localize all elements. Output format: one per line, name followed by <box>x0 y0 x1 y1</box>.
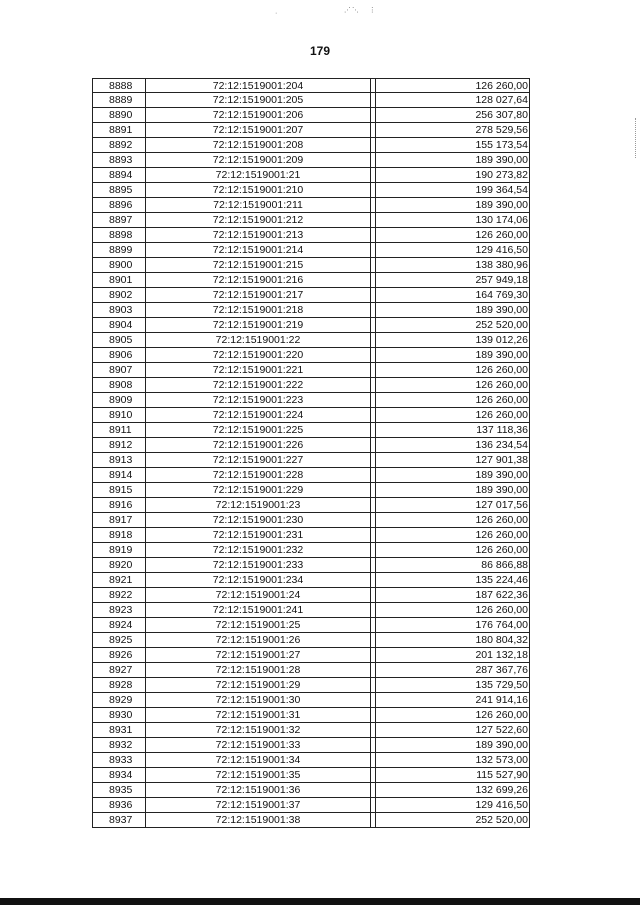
table-row <box>92 588 530 603</box>
table-row <box>92 303 530 318</box>
table-row <box>92 438 530 453</box>
cadastral-number: 72:12:1519001:32 <box>146 723 371 737</box>
row-number: 8892 <box>92 138 146 152</box>
table-row <box>92 708 530 723</box>
table-row <box>92 558 530 573</box>
row-number: 8916 <box>92 498 146 512</box>
cost-value: 278 529,56 <box>375 123 530 137</box>
cost-value: 126 260,00 <box>375 228 530 242</box>
row-number: 8896 <box>92 198 146 212</box>
table-row <box>92 393 530 408</box>
cadastral-number: 72:12:1519001:209 <box>146 153 371 167</box>
table-row <box>92 768 530 783</box>
cadastral-number: 72:12:1519001:37 <box>146 798 371 812</box>
row-number: 8933 <box>92 753 146 767</box>
table-row <box>92 93 530 108</box>
row-number: 8915 <box>92 483 146 497</box>
cadastral-number: 72:12:1519001:205 <box>146 93 371 107</box>
cost-value: 252 520,00 <box>375 813 530 827</box>
cost-value: 137 118,36 <box>375 423 530 437</box>
cost-value: 128 027,64 <box>375 93 530 107</box>
table-row <box>92 813 530 828</box>
cost-value: 241 914,16 <box>375 693 530 707</box>
row-number: 8898 <box>92 228 146 242</box>
cost-value: 139 012,26 <box>375 333 530 347</box>
cadastral-number: 72:12:1519001:215 <box>146 258 371 272</box>
row-number: 8926 <box>92 648 146 662</box>
row-number: 8927 <box>92 663 146 677</box>
cost-value: 189 390,00 <box>375 738 530 752</box>
cadastral-number: 72:12:1519001:220 <box>146 348 371 362</box>
table-row <box>92 573 530 588</box>
row-number: 8893 <box>92 153 146 167</box>
table-row <box>92 348 530 363</box>
cadastral-number: 72:12:1519001:212 <box>146 213 371 227</box>
table-row <box>92 483 530 498</box>
row-number: 8936 <box>92 798 146 812</box>
cost-value: 135 729,50 <box>375 678 530 692</box>
table-row <box>92 168 530 183</box>
row-number: 8935 <box>92 783 146 797</box>
cost-value: 257 949,18 <box>375 273 530 287</box>
row-number: 8899 <box>92 243 146 257</box>
cadastral-number: 72:12:1519001:31 <box>146 708 371 722</box>
table-row <box>92 528 530 543</box>
row-number: 8930 <box>92 708 146 722</box>
row-number: 8928 <box>92 678 146 692</box>
cadastral-number: 72:12:1519001:26 <box>146 633 371 647</box>
row-number: 8913 <box>92 453 146 467</box>
cadastral-number: 72:12:1519001:231 <box>146 528 371 542</box>
cost-value: 287 367,76 <box>375 663 530 677</box>
row-number: 8929 <box>92 693 146 707</box>
table-row <box>92 663 530 678</box>
data-table <box>92 78 530 828</box>
cadastral-number: 72:12:1519001:27 <box>146 648 371 662</box>
cadastral-number: 72:12:1519001:225 <box>146 423 371 437</box>
table-row <box>92 153 530 168</box>
row-number: 8891 <box>92 123 146 137</box>
row-number: 8914 <box>92 468 146 482</box>
table-row <box>92 453 530 468</box>
cost-value: 130 174,06 <box>375 213 530 227</box>
table-row <box>92 618 530 633</box>
cost-value: 189 390,00 <box>375 303 530 317</box>
table-row <box>92 273 530 288</box>
cadastral-number: 72:12:1519001:228 <box>146 468 371 482</box>
cadastral-number: 72:12:1519001:230 <box>146 513 371 527</box>
table-row <box>92 738 530 753</box>
cost-value: 190 273,82 <box>375 168 530 182</box>
cadastral-number: 72:12:1519001:208 <box>146 138 371 152</box>
table-row <box>92 138 530 153</box>
table-row <box>92 783 530 798</box>
row-number: 8903 <box>92 303 146 317</box>
cost-value: 126 260,00 <box>375 708 530 722</box>
row-number: 8900 <box>92 258 146 272</box>
cadastral-number: 72:12:1519001:217 <box>146 288 371 302</box>
table-row <box>92 513 530 528</box>
row-number: 8922 <box>92 588 146 602</box>
cost-value: 199 364,54 <box>375 183 530 197</box>
table-row <box>92 123 530 138</box>
table-row <box>92 78 530 93</box>
row-number: 8918 <box>92 528 146 542</box>
cost-value: 126 260,00 <box>375 408 530 422</box>
table-row <box>92 633 530 648</box>
table-row <box>92 363 530 378</box>
cadastral-number: 72:12:1519001:25 <box>146 618 371 632</box>
cadastral-number: 72:12:1519001:233 <box>146 558 371 572</box>
cost-value: 176 764,00 <box>375 618 530 632</box>
row-number: 8908 <box>92 378 146 392</box>
table-row <box>92 498 530 513</box>
table-row <box>92 318 530 333</box>
cadastral-number: 72:12:1519001:223 <box>146 393 371 407</box>
cost-value: 135 224,46 <box>375 573 530 587</box>
cadastral-number: 72:12:1519001:29 <box>146 678 371 692</box>
row-number: 8909 <box>92 393 146 407</box>
cost-value: 126 260,00 <box>375 543 530 557</box>
table-row <box>92 198 530 213</box>
row-number: 8932 <box>92 738 146 752</box>
cost-value: 126 260,00 <box>375 378 530 392</box>
cadastral-number: 72:12:1519001:222 <box>146 378 371 392</box>
cadastral-number: 72:12:1519001:214 <box>146 243 371 257</box>
cadastral-number: 72:12:1519001:221 <box>146 363 371 377</box>
cadastral-number: 72:12:1519001:204 <box>146 79 371 92</box>
cadastral-number: 72:12:1519001:21 <box>146 168 371 182</box>
cost-value: 126 260,00 <box>375 528 530 542</box>
scan-bottom-edge <box>0 898 640 905</box>
cadastral-number: 72:12:1519001:232 <box>146 543 371 557</box>
cadastral-number: 72:12:1519001:211 <box>146 198 371 212</box>
cadastral-number: 72:12:1519001:219 <box>146 318 371 332</box>
cost-value: 129 416,50 <box>375 243 530 257</box>
cost-value: 126 260,00 <box>375 603 530 617</box>
row-number: 8901 <box>92 273 146 287</box>
table-row <box>92 468 530 483</box>
row-number: 8925 <box>92 633 146 647</box>
cadastral-number: 72:12:1519001:23 <box>146 498 371 512</box>
table-row <box>92 258 530 273</box>
row-number: 8889 <box>92 93 146 107</box>
cadastral-number: 72:12:1519001:218 <box>146 303 371 317</box>
cost-value: 187 622,36 <box>375 588 530 602</box>
cost-value: 180 804,32 <box>375 633 530 647</box>
cost-value: 252 520,00 <box>375 318 530 332</box>
table-row <box>92 228 530 243</box>
cadastral-number: 72:12:1519001:34 <box>146 753 371 767</box>
cadastral-number: 72:12:1519001:24 <box>146 588 371 602</box>
table-row <box>92 603 530 618</box>
table-row <box>92 693 530 708</box>
cost-value: 201 132,18 <box>375 648 530 662</box>
cadastral-number: 72:12:1519001:227 <box>146 453 371 467</box>
cadastral-number: 72:12:1519001:213 <box>146 228 371 242</box>
row-number: 8904 <box>92 318 146 332</box>
table-row <box>92 408 530 423</box>
cost-value: 129 416,50 <box>375 798 530 812</box>
row-number: 8934 <box>92 768 146 782</box>
table-row <box>92 678 530 693</box>
row-number: 8905 <box>92 333 146 347</box>
table-row <box>92 648 530 663</box>
cost-value: 126 260,00 <box>375 513 530 527</box>
row-number: 8906 <box>92 348 146 362</box>
cost-value: 256 307,80 <box>375 108 530 122</box>
cost-value: 86 866,88 <box>375 558 530 572</box>
row-number: 8919 <box>92 543 146 557</box>
table-row <box>92 753 530 768</box>
table-row <box>92 183 530 198</box>
table-row <box>92 723 530 738</box>
row-number: 8895 <box>92 183 146 197</box>
cost-value: 189 390,00 <box>375 348 530 362</box>
cadastral-number: 72:12:1519001:216 <box>146 273 371 287</box>
cadastral-number: 72:12:1519001:30 <box>146 693 371 707</box>
scan-edge-marks <box>633 118 636 158</box>
cost-value: 136 234,54 <box>375 438 530 452</box>
cost-value: 189 390,00 <box>375 483 530 497</box>
cost-value: 189 390,00 <box>375 198 530 212</box>
row-number: 8917 <box>92 513 146 527</box>
cadastral-number: 72:12:1519001:210 <box>146 183 371 197</box>
cadastral-number: 72:12:1519001:33 <box>146 738 371 752</box>
cost-value: 132 699,26 <box>375 783 530 797</box>
row-number: 8912 <box>92 438 146 452</box>
table-row <box>92 543 530 558</box>
row-number: 8924 <box>92 618 146 632</box>
table-row <box>92 423 530 438</box>
cost-value: 126 260,00 <box>375 393 530 407</box>
cost-value: 127 522,60 <box>375 723 530 737</box>
scan-artifact: · <box>275 10 279 17</box>
table-row <box>92 333 530 348</box>
cadastral-number: 72:12:1519001:35 <box>146 768 371 782</box>
row-number: 8923 <box>92 603 146 617</box>
row-number: 8910 <box>92 408 146 422</box>
row-number: 8931 <box>92 723 146 737</box>
cost-value: 126 260,00 <box>375 79 530 92</box>
row-number: 8911 <box>92 423 146 437</box>
table-row <box>92 213 530 228</box>
cost-value: 126 260,00 <box>375 363 530 377</box>
page-number: 179 <box>309 44 331 58</box>
cadastral-number: 72:12:1519001:28 <box>146 663 371 677</box>
cost-value: 115 527,90 <box>375 768 530 782</box>
row-number: 8921 <box>92 573 146 587</box>
cost-value: 189 390,00 <box>375 468 530 482</box>
row-number: 8937 <box>92 813 146 827</box>
row-number: 8890 <box>92 108 146 122</box>
cadastral-number: 72:12:1519001:226 <box>146 438 371 452</box>
row-number: 8894 <box>92 168 146 182</box>
cadastral-number: 72:12:1519001:206 <box>146 108 371 122</box>
row-number: 8888 <box>92 79 146 92</box>
cadastral-number: 72:12:1519001:229 <box>146 483 371 497</box>
row-number: 8897 <box>92 213 146 227</box>
cost-value: 127 901,38 <box>375 453 530 467</box>
scan-artifact: ⋰⋱ ⋮ <box>344 7 377 14</box>
cadastral-number: 72:12:1519001:38 <box>146 813 371 827</box>
row-number: 8920 <box>92 558 146 572</box>
cost-value: 155 173,54 <box>375 138 530 152</box>
cost-value: 127 017,56 <box>375 498 530 512</box>
cadastral-number: 72:12:1519001:207 <box>146 123 371 137</box>
cadastral-number: 72:12:1519001:241 <box>146 603 371 617</box>
table-row <box>92 798 530 813</box>
row-number: 8902 <box>92 288 146 302</box>
cost-value: 189 390,00 <box>375 153 530 167</box>
table-row <box>92 288 530 303</box>
table-row <box>92 378 530 393</box>
cost-value: 138 380,96 <box>375 258 530 272</box>
row-number: 8907 <box>92 363 146 377</box>
cadastral-number: 72:12:1519001:224 <box>146 408 371 422</box>
table-row <box>92 243 530 258</box>
cadastral-number: 72:12:1519001:234 <box>146 573 371 587</box>
table-row <box>92 108 530 123</box>
cadastral-number: 72:12:1519001:36 <box>146 783 371 797</box>
cadastral-number: 72:12:1519001:22 <box>146 333 371 347</box>
cost-value: 164 769,30 <box>375 288 530 302</box>
cost-value: 132 573,00 <box>375 753 530 767</box>
